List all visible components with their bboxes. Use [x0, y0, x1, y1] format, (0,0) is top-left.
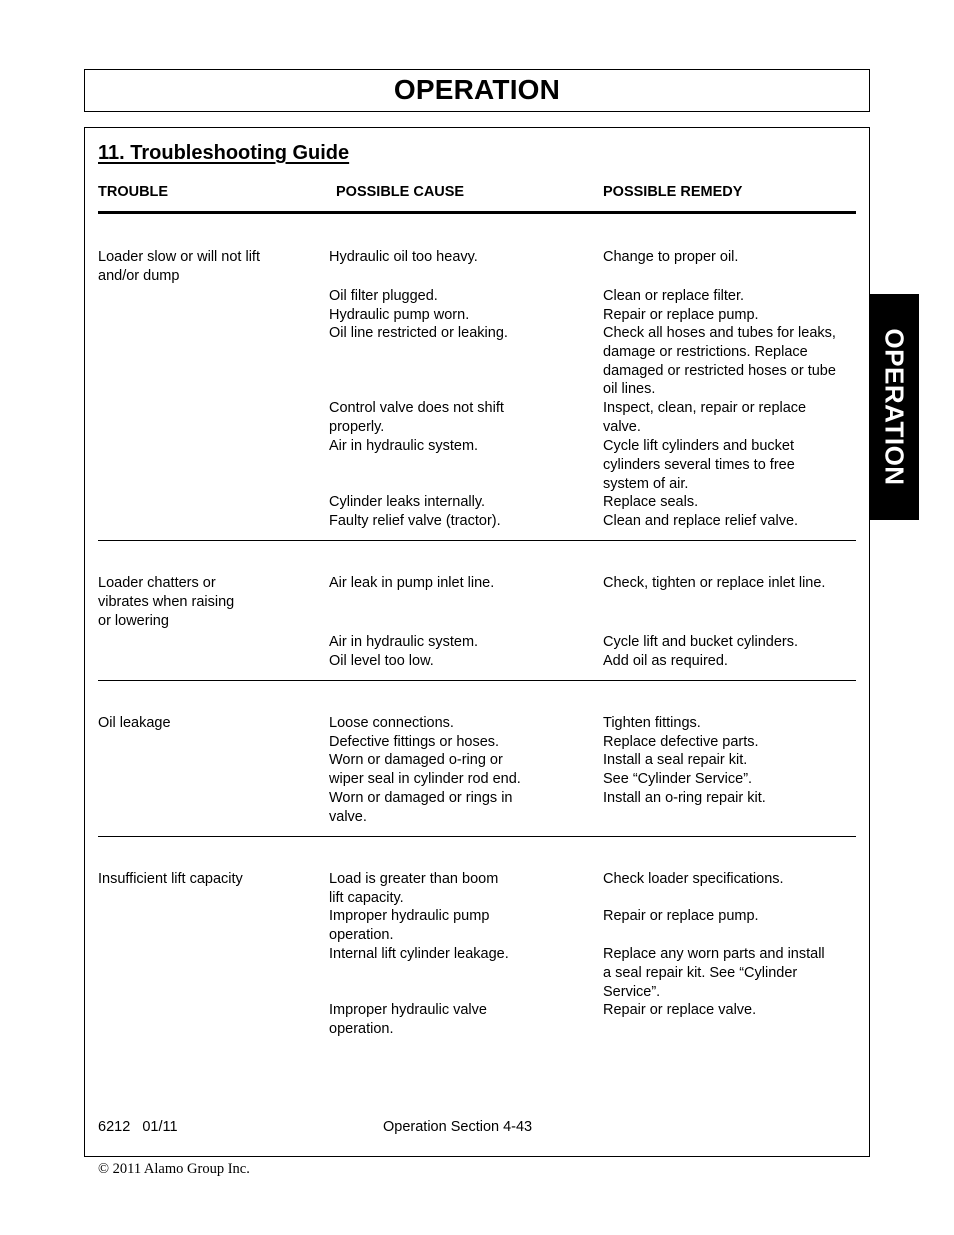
cause-cell: Improper hydraulic pump operation.	[329, 908, 490, 943]
remedy-cell: Install an o-ring repair kit.	[603, 790, 766, 806]
cause-cell: Air leak in pump inlet line.	[329, 575, 495, 591]
cause-cell: Hydraulic pump worn.	[329, 307, 470, 323]
cause-cell: Oil filter plugged.	[329, 288, 438, 304]
remedy-cell: Inspect, clean, repair or replace valve.	[603, 400, 807, 435]
remedy-cell: Repair or replace pump.	[603, 908, 759, 924]
remedy-cell: Replace any worn parts and install a seal repair kit. See “Cylinder Service”.	[603, 946, 825, 1000]
cause-cell: Loose connections.	[329, 715, 454, 731]
column-header-remedy: POSSIBLE REMEDY	[603, 184, 743, 200]
trouble-cell: Loader slow or will not lift and/or dump	[98, 249, 260, 284]
remedy-cell: Replace seals.	[603, 494, 699, 510]
remedy-cell: Tighten fittings.	[603, 715, 701, 731]
page-header-title: OPERATION	[393, 74, 561, 105]
remedy-cell: Replace defective parts.	[603, 734, 759, 750]
page-label: Operation Section 4-43	[383, 1119, 533, 1135]
remedy-cell: Cycle lift cylinders and bucket cylinders several times to free system of air.	[603, 438, 795, 492]
remedy-cell: Check all hoses and tubes for leaks, damage or restrictions. Replace damaged or restricted hoses or tube oil lines.	[603, 325, 836, 398]
remedy-cell: Install a seal repair kit. See “Cylinder Service”.	[603, 752, 753, 787]
cause-cell: Load is greater than boom lift capacity.	[329, 871, 499, 906]
remedy-cell: Clean or replace filter.	[603, 288, 745, 304]
doc-number: 6212 01/11	[98, 1119, 178, 1135]
group-divider	[98, 680, 856, 681]
cause-cell: Control valve does not shift properly.	[329, 400, 504, 435]
remedy-cell: Cycle lift and bucket cylinders.	[603, 634, 799, 650]
copyright: © 2011 Alamo Group Inc.	[98, 1161, 250, 1177]
remedy-cell: Repair or replace valve.	[603, 1002, 757, 1018]
remedy-cell: Repair or replace pump.	[603, 307, 759, 323]
cause-cell: Faulty relief valve (tractor).	[329, 513, 501, 529]
side-tab	[869, 294, 919, 520]
trouble-cell: Oil leakage	[98, 715, 171, 731]
column-header-cause: POSSIBLE CAUSE	[336, 184, 465, 200]
trouble-cell: Loader chatters or vibrates when raising or lowering	[98, 575, 235, 629]
cause-cell: Cylinder leaks internally.	[329, 494, 486, 510]
side-tab-label: OPERATION	[879, 328, 910, 486]
cause-cell: Worn or damaged o-ring or wiper seal in cylinder rod end.	[329, 752, 521, 787]
section-title: 11. Troubleshooting Guide	[98, 142, 350, 164]
remedy-cell: Add oil as required.	[603, 653, 728, 669]
cause-cell: Air in hydraulic system.	[329, 634, 479, 650]
trouble-cell: Insufficient lift capacity	[98, 871, 243, 887]
cause-cell: Hydraulic oil too heavy.	[329, 249, 478, 265]
cause-cell: Oil line restricted or leaking.	[329, 325, 508, 341]
remedy-cell: Check loader specifications.	[603, 871, 784, 887]
cause-cell: Internal lift cylinder leakage.	[329, 946, 509, 962]
cause-cell: Defective fittings or hoses.	[329, 734, 500, 750]
group-divider	[98, 836, 856, 837]
cause-cell: Worn or damaged or rings in valve.	[329, 790, 513, 825]
cause-cell: Oil level too low.	[329, 653, 434, 669]
remedy-cell: Change to proper oil.	[603, 249, 739, 265]
remedy-cell: Check, tighten or replace inlet line.	[603, 575, 826, 591]
column-header-trouble: TROUBLE	[98, 184, 169, 200]
header-rule	[98, 211, 856, 214]
cause-cell: Improper hydraulic valve operation.	[329, 1002, 487, 1037]
cause-cell: Air in hydraulic system.	[329, 438, 479, 454]
remedy-cell: Clean and replace relief valve.	[603, 513, 799, 529]
group-divider	[98, 540, 856, 541]
